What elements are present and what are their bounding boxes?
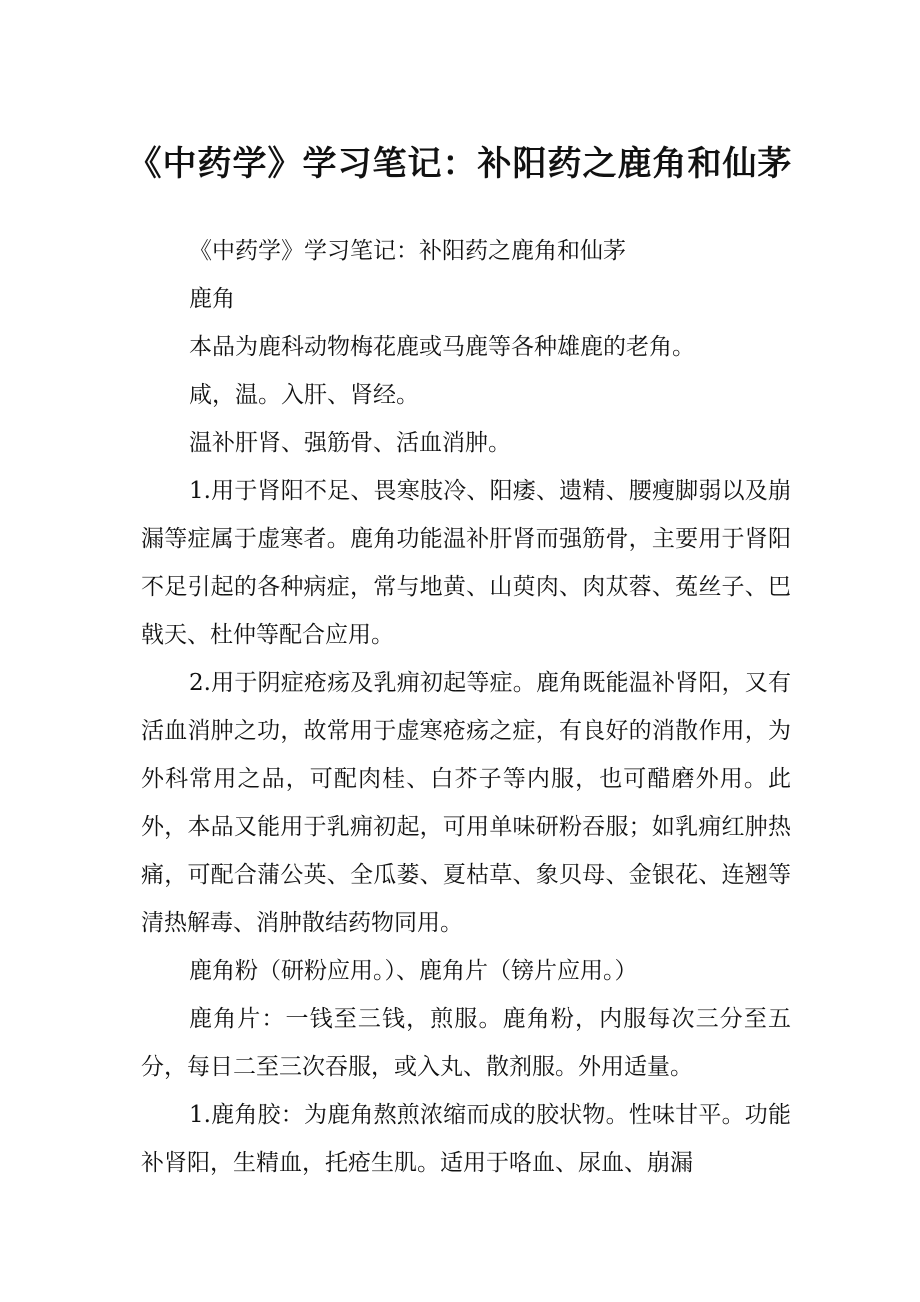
paragraph-preparation: 鹿角粉（研粉应用。）、鹿角片（镑片应用。）	[189, 958, 638, 984]
paragraph-function: 温补肝肾、强筋骨、活血消肿。	[189, 430, 511, 456]
paragraph-appendix-1: 1.鹿角胶：为鹿角熬煎浓缩而成的胶状物。性味甘平。功能补肾阳，生精血，托疮生肌。适用于咯血、尿血、崩漏	[141, 1102, 791, 1176]
paragraph-usage-2: 2.用于阴症疮疡及乳痈初起等症。鹿角既能温补肾阳，又有活血消肿之功，故常用于虚寒疮疡之症，有良好的消散作用，为外科常用之品，可配肉桂、白芥子等内服，也可醋磨外用。此外，本品又能用于乳痈初起，可用单味研粉吞服；如乳痈红肿热痛，可配合蒲公英、全瓜蒌、夏枯草、象贝母、金银花、连翘等清热解毒、消肿散结药物同用。	[141, 670, 791, 936]
paragraph-subtitle: 《中药学》学习笔记：补阳药之鹿角和仙茅	[189, 238, 626, 264]
document-body	[141, 227, 791, 1187]
paragraph-usage-1: 1.用于肾阳不足、畏寒肢冷、阳痿、遗精、腰瘦脚弱以及崩漏等症属于虚寒者。鹿角功能温补肝肾而强筋骨，主要用于肾阳不足引起的各种病症，常与地黄、山萸肉、肉苁蓉、菟丝子、巴戟天、杜仲等配合应用。	[141, 478, 791, 648]
paragraph-source: 本品为鹿科动物梅花鹿或马鹿等各种雄鹿的老角。	[189, 334, 695, 360]
paragraph-nature: 咸，温。入肝、肾经。	[189, 382, 419, 408]
paragraph-herb-name: 鹿角	[189, 286, 235, 312]
document-title: 《中药学》学习笔记：补阳药之鹿角和仙茅	[127, 144, 793, 184]
paragraph-dosage: 鹿角片：一钱至三钱，煎服。鹿角粉，内服每次三分至五分，每日二至三次吞服，或入丸、散剂服。外用适量。	[141, 1006, 791, 1080]
